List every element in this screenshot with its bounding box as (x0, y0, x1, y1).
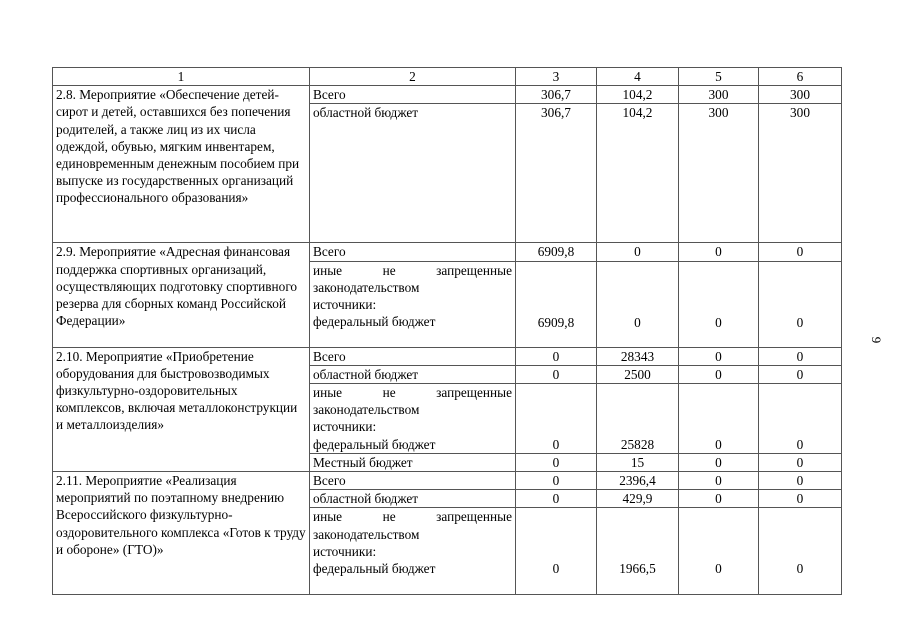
source-cell: Всего (310, 472, 516, 490)
source-line: законодательством (313, 402, 420, 418)
source-cell: областной бюджет (310, 490, 516, 508)
value-cell: 0 (516, 347, 597, 365)
value-cell: 0 (679, 347, 759, 365)
header-row (53, 68, 842, 86)
source-line: законодательством (313, 279, 420, 295)
source-cell: Всего (310, 86, 516, 104)
value-cell: 0 (679, 453, 759, 471)
value-cell: 0 (597, 243, 679, 261)
source-cell (310, 261, 516, 347)
source-line: иные не запрещенные (313, 509, 512, 525)
value-cell: 6909,8 (516, 261, 597, 347)
table-row (53, 243, 842, 261)
financing-table (52, 67, 842, 595)
value-cell: 0 (759, 472, 842, 490)
value-cell: 0 (759, 384, 842, 454)
value-cell: 0 (679, 490, 759, 508)
source-line: законодательством (313, 526, 420, 542)
value-cell: 0 (759, 243, 842, 261)
source-line: федеральный бюджет (313, 436, 436, 452)
value-cell: 0 (759, 347, 842, 365)
source-cell: Всего (310, 347, 516, 365)
value-cell: 1966,5 (597, 508, 679, 595)
source-line: федеральный бюджет (313, 561, 436, 577)
col-header-6: 6 (759, 68, 842, 86)
value-cell: 300 (759, 86, 842, 104)
value-cell: 0 (516, 365, 597, 383)
measure-2-11: 2.11. Мероприятие «Реализация мероприятий по поэтапному внедрению Всероссийского физкультурно-оздоровительного комплекса «Готов к труду и обороне» (ГТО)» (53, 472, 310, 595)
source-line: источники: (313, 297, 377, 313)
value-cell: 0 (679, 261, 759, 347)
source-cell: областной бюджет (310, 104, 516, 243)
value-cell: 6909,8 (516, 243, 597, 261)
value-cell: 0 (759, 365, 842, 383)
value-cell: 0 (759, 508, 842, 595)
table-row (53, 347, 842, 365)
value-cell: 0 (516, 490, 597, 508)
source-line: федеральный бюджет (313, 314, 436, 330)
value-cell: 28343 (597, 347, 679, 365)
value-cell: 2500 (597, 365, 679, 383)
col-header-1: 1 (53, 68, 310, 86)
value-cell: 2396,4 (597, 472, 679, 490)
value-cell: 0 (679, 384, 759, 454)
source-line: источники: (313, 419, 377, 435)
value-cell: 0 (759, 453, 842, 471)
measure-2-8: 2.8. Мероприятие «Обеспечение детей-сирот и детей, оставшихся без попечения родителей, а также лиц из их числа одеждой, обувью, мягким инвентарем, единовременным денежным пособием при выпуске из государственных организаций профессионального образования» (53, 86, 310, 243)
value-cell: 104,2 (597, 104, 679, 243)
value-cell: 0 (516, 472, 597, 490)
col-header-2: 2 (310, 68, 516, 86)
value-cell: 0 (679, 243, 759, 261)
value-cell: 0 (679, 365, 759, 383)
source-cell: Местный бюджет (310, 453, 516, 471)
value-cell: 300 (759, 104, 842, 243)
source-line: иные не запрещенные (313, 385, 512, 401)
value-cell: 104,2 (597, 86, 679, 104)
value-cell: 25828 (597, 384, 679, 454)
measure-2-10: 2.10. Мероприятие «Приобретение оборудования для быстровозводимых физкультурно-оздоровительных комплексов, включая металлоконструкции и металлоизделия» (53, 347, 310, 471)
col-header-5: 5 (679, 68, 759, 86)
value-cell: 0 (516, 508, 597, 595)
col-header-4: 4 (597, 68, 679, 86)
source-cell: Всего (310, 243, 516, 261)
source-cell (310, 508, 516, 595)
value-cell: 0 (759, 261, 842, 347)
source-cell: областной бюджет (310, 365, 516, 383)
value-cell: 0 (759, 490, 842, 508)
value-cell: 0 (679, 472, 759, 490)
value-cell: 429,9 (597, 490, 679, 508)
value-cell: 306,7 (516, 104, 597, 243)
value-cell: 0 (516, 453, 597, 471)
value-cell: 306,7 (516, 86, 597, 104)
value-cell: 300 (679, 86, 759, 104)
value-cell: 0 (597, 261, 679, 347)
value-cell: 0 (516, 384, 597, 454)
value-cell: 0 (679, 508, 759, 595)
measure-2-9: 2.9. Мероприятие «Адресная финансовая поддержка спортивных организаций, осуществляющих подготовку спортивного резерва для сборных команд Российской Федерации» (53, 243, 310, 347)
source-line: источники: (313, 543, 377, 559)
col-header-3: 3 (516, 68, 597, 86)
source-line: иные не запрещенные (313, 262, 512, 278)
value-cell: 300 (679, 104, 759, 243)
source-cell (310, 384, 516, 454)
value-cell: 15 (597, 453, 679, 471)
table-row (53, 472, 842, 490)
table-row (53, 86, 842, 104)
page-number: 9 (869, 336, 884, 344)
